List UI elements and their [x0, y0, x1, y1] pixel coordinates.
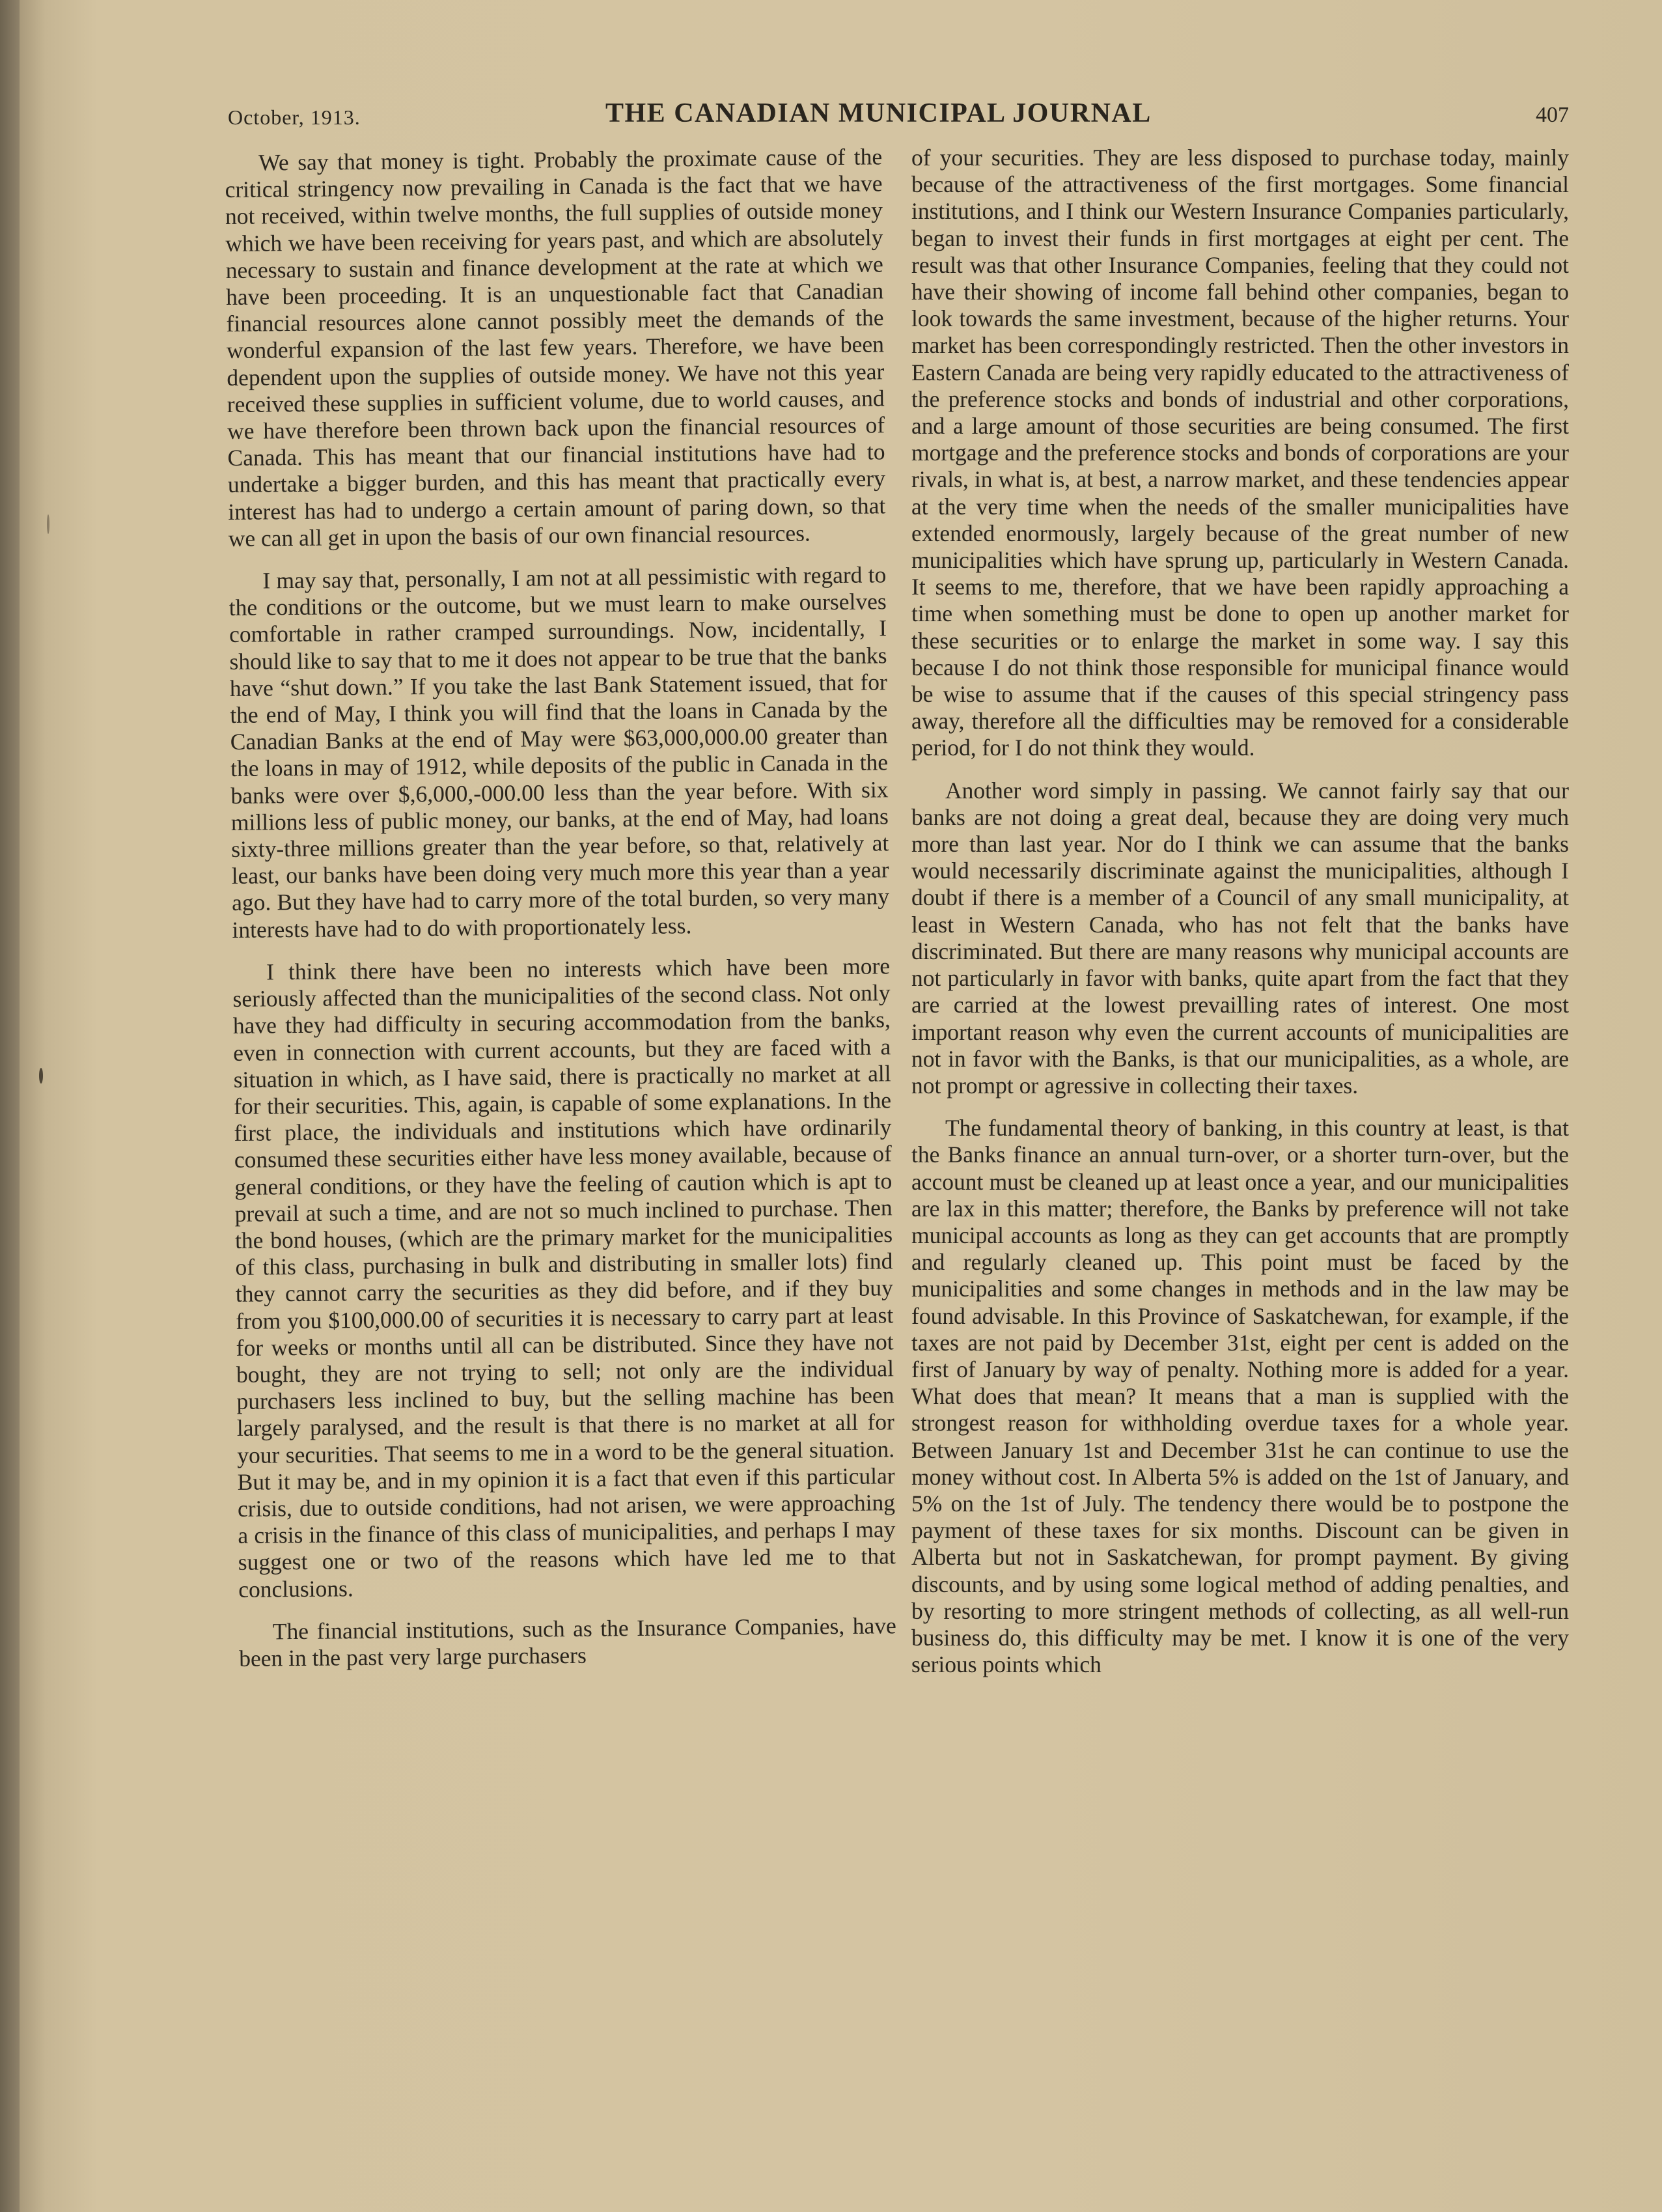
page-number: 407: [1536, 103, 1569, 127]
page-header: [228, 98, 1569, 137]
issue-date: October, 1913.: [228, 105, 361, 129]
paragraph: Another word simply in passing. We cannot fairly say that our banks are not doing a great deal, because they are doing very much more than last year. Nor do I think we can assume that the banks would necessarily discriminate against the municipalities, although I doubt if there is a member of a Council of any small municipality, at least in Western Canada, who has not felt that the banks have discriminated. But there are many reasons why municipal accounts are not particularly in favor with banks, quite apart from the fact that they are carried at the lowest prevailling rates of interest. One most important reason why even the current accounts of municipalities are not in favor with the Banks, is that our municipalities, as a whole, are not prompt or agressive in collecting their taxes.: [911, 777, 1569, 1099]
paragraph: We say that money is tight. Probably the proximate cause of the critical stringency now prevailing in Canada is the fact that we have not received, within twelve months, the full supplies of outside money which we have been receiving for years past, and which are absolutely necessary to sustain and finance development at the rate at which we have been proceeding. It is an unquestionable fact that Canadian financial resources alone cannot possibly meet the demands of the wonderful expansion of the last few years. Therefore, we have been dependent upon the supplies of outside money. We have not this year received these supplies in sufficient volume, due to world causes, and we have therefore been thrown back upon the financial resources of Canada. This has meant that our financial institutions have had to undertake a bigger burden, and this has meant that practically every interest has had to undergo a certain amount of paring down, so that we can all get in upon the basis of our own financial resources.: [225, 143, 886, 552]
margin-mark: [47, 514, 49, 534]
paragraph: I think there have been no interests which have been more seriously affected than the municipalities of the second class. Not only have they had difficulty in securing accommodation from the banks, even in connection with current accounts, but they are faced with a situation in which, as I have said, there is practically no market at all for their securities. This, again, is capable of some explanations. In the first place, the individuals and institutions which have ordinarily consumed these securities either have less money available, because of general conditions, or they have the feeling of caution which is apt to prevail at such a time, and are not so much inclined to purchase. Then the bond houses, (which are the primary market for the municipalities of this class, purchasing in bulk and distributing in smaller lots) find they cannot carry the securities as they did before, and if they buy from you $100,000.00 of securities it is necessary to carry part at least for weeks or months until all can be distributed. Since they have not bought, they are not trying to sell; not only are the individual purchasers less inclined to buy, but the selling machine has been largely paralysed, and the result is that there is no market at all for your securities. That seems to me in a word to be the general situation. But it may be, and in my opinion it is a fact that even if this particular crisis, due to outside conditions, had not arisen, we were approaching a crisis in the finance of this class of municipalities, and perhaps I may suggest one or two of the reasons which have led me to that conclusions.: [232, 953, 896, 1603]
left-column: [225, 143, 897, 1688]
margin-mark: [39, 1068, 43, 1084]
binding-gutter: [0, 0, 20, 2212]
journal-title: THE CANADIAN MUNICIPAL JOURNAL: [605, 98, 1152, 128]
paragraph: I may say that, personally, I am not at all pessimistic with regard to the conditions or the outcome, but we must learn to make ourselves comfortable in rather cramped surroundings. Now, incidentally, I should like to say that to me it does not appear to be true that the banks have “shut down.” If you take the last Bank Statement issued, that for the end of May, I think you will find that the loans in Canada by the Canadian Banks at the end of May were $63,000,000.00 greater than the loans in may of 1912, while deposits of the public in Canada in the banks were over $,6,000,-000.00 less than the year before. With six millions less of public money, our banks, at the end of May, had loans sixty-three millions greater than the year before, so that, relatively at least, our banks have been doing very much more this year than a year ago. But they have had to carry more of the total burden, so very many interests have had to do with proportionately less.: [229, 561, 890, 943]
paragraph: The financial institutions, such as the Insurance Companies, have been in the past very large purchasers: [239, 1612, 896, 1672]
right-column: [911, 145, 1569, 1694]
paragraph: The fundamental theory of banking, in this country at least, is that the Banks finance an annual turn-over, or a shorter turn-over, but the account must be cleaned up at least once a year, and our municipalities are lax in this matter; therefore, the Banks by preference will not take municipal accounts as long as they can get accounts that are promptly and regularly cleaned up. This point must be faced by the municipalities and some changes in methods and in the law may be found advisable. In this Province of Saskatchewan, for example, if the taxes are not paid by December 31st, eight per cent is added on the first of January by way of penalty. Nothing more is added for a year. What does that mean? It means that a man is supplied with the strongest reason for withholding overdue taxes for a whole year. Between January 1st and December 31st he can continue to use the money without cost. In Alberta 5% is added on the 1st of January, and 5% on the 1st of July. The tendency there would be to postpone the payment of these taxes for six months. Discount can be given in Alberta but not in Saskatchewan, for prompt payment. By giving discounts, and by using some logical method of adding penalties, and by resorting to more stringent methods of collecting, as all well-run business do, this difficulty may be met. I know it is one of the very serious points which: [911, 1115, 1569, 1678]
paragraph: of your securities. They are less disposed to purchase today, mainly because of the attractiveness of the first mortgages. Some financial institutions, and I think our Western Insurance Companies particularly, began to invest their funds in first mortgages at eight per cent. The result was that other Insurance Companies, feeling that they could not have their showing of income fall behind other companies, began to look towards the same investment, because of the higher returns. Your market has been correspondingly restricted. Then the other investors in Eastern Canada are being very rapidly educated to the attractiveness of the preference stocks and bonds of industrial and other corporations, and a large amount of those securities are being consumed. The first mortgage and the preference stocks and bonds of corporations are your rivals, in what is, at best, a narrow market, and these tendencies appear at the very time when the needs of the smaller municipalities have extended enormously, largely because of the great number of new municipalities which have sprung up, particularly in Western Canada. It seems to me, therefore, that we have been rapidly approaching a time when something must be done to open up another market for these securities or to enlarge the market in some way. I say this because I do not think those responsible for municipal finance would be wise to assume that if the causes of this special stringency pass away, therefore all the difficulties may be removed for a considerable period, for I do not think they would.: [911, 145, 1569, 761]
